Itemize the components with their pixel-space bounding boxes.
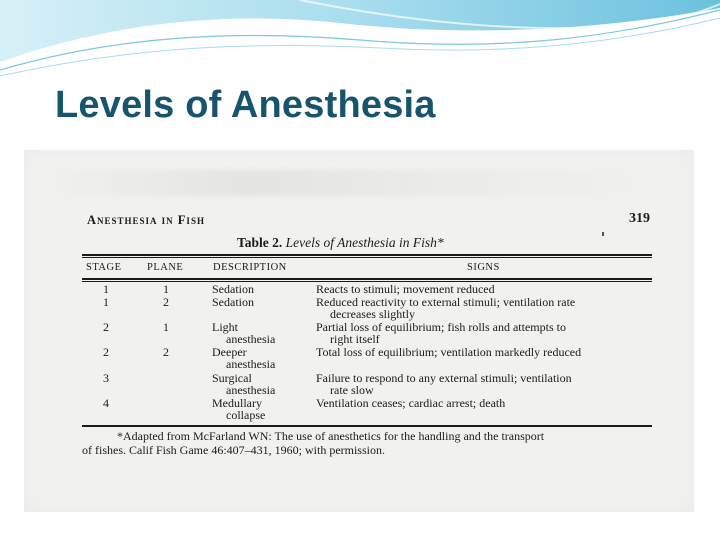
row5-description-line1: Surgical [212, 371, 252, 385]
row2-stage: 1 [103, 295, 109, 309]
row5-description-line2: anesthesia [226, 383, 276, 397]
row1-plane: 1 [163, 282, 169, 296]
row3-stage: 2 [103, 320, 109, 334]
row3-description-line2: anesthesia [226, 332, 276, 346]
table-top-rule [82, 254, 652, 256]
row4-signs: Total loss of equilibrium; ventilation markedly reduced [316, 345, 582, 359]
header-bottom-rule [82, 278, 652, 280]
row1-description: Sedation [212, 282, 254, 296]
row2-plane: 2 [163, 295, 169, 309]
footnote-line1: *Adapted from McFarland WN: The use of anesthetics for the handling and the transport [117, 429, 545, 443]
table-number: Table 2. [237, 235, 283, 250]
table-footnote [82, 429, 662, 457]
slide-title: Levels of Anesthesia [55, 84, 436, 126]
row6-signs: Ventilation ceases; cardiac arrest; death [316, 396, 506, 410]
row3-description-line1: Light [212, 320, 238, 334]
row2-description: Sedation [212, 295, 254, 309]
row1-signs: Reacts to stimuli; movement reduced [316, 282, 495, 296]
table-title [237, 235, 444, 251]
table-name: Levels of Anesthesia in Fish* [285, 235, 444, 250]
row6-stage: 4 [103, 396, 109, 410]
column-header-signs: SIGNS [467, 262, 500, 273]
row4-stage: 2 [103, 345, 109, 359]
bleed-through-shadow [48, 170, 648, 196]
scanned-table-image [24, 150, 694, 512]
page-running-header: Anesthesia in Fish [87, 213, 205, 227]
row4-description-line2: anesthesia [226, 357, 276, 371]
row5-signs-line1: Failure to respond to any external stimuli; ventilation [316, 371, 572, 385]
table-bottom-rule [82, 425, 652, 427]
row4-description-line1: Deeper [212, 345, 247, 359]
row6-description-line2: collapse [226, 408, 266, 422]
column-header-stage: STAGE [86, 262, 122, 273]
page-number: 319 [629, 211, 650, 226]
column-header-plane: PLANE [147, 262, 184, 273]
row2-signs-line2: decreases slightly [330, 307, 415, 321]
row5-signs-line2: rate slow [330, 383, 374, 397]
print-speck [602, 232, 604, 236]
table-top-rule-2 [82, 257, 652, 258]
row1-stage: 1 [103, 282, 109, 296]
row3-plane: 1 [163, 320, 169, 334]
footnote-line2: of fishes. Calif Fish Game 46:407–431, 1960; with permission. [82, 442, 385, 457]
row4-plane: 2 [163, 345, 169, 359]
header-wave-decoration [0, 0, 720, 90]
row3-signs-line2: right itself [330, 332, 380, 346]
row5-stage: 3 [103, 371, 109, 385]
column-header-description: DESCRIPTION [213, 262, 287, 273]
row3-signs-line1: Partial loss of equilibrium; fish rolls and attempts to [316, 320, 566, 334]
row6-description-line1: Medullary [212, 396, 262, 410]
row2-signs-line1: Reduced reactivity to external stimuli; ventilation rate [316, 295, 576, 309]
